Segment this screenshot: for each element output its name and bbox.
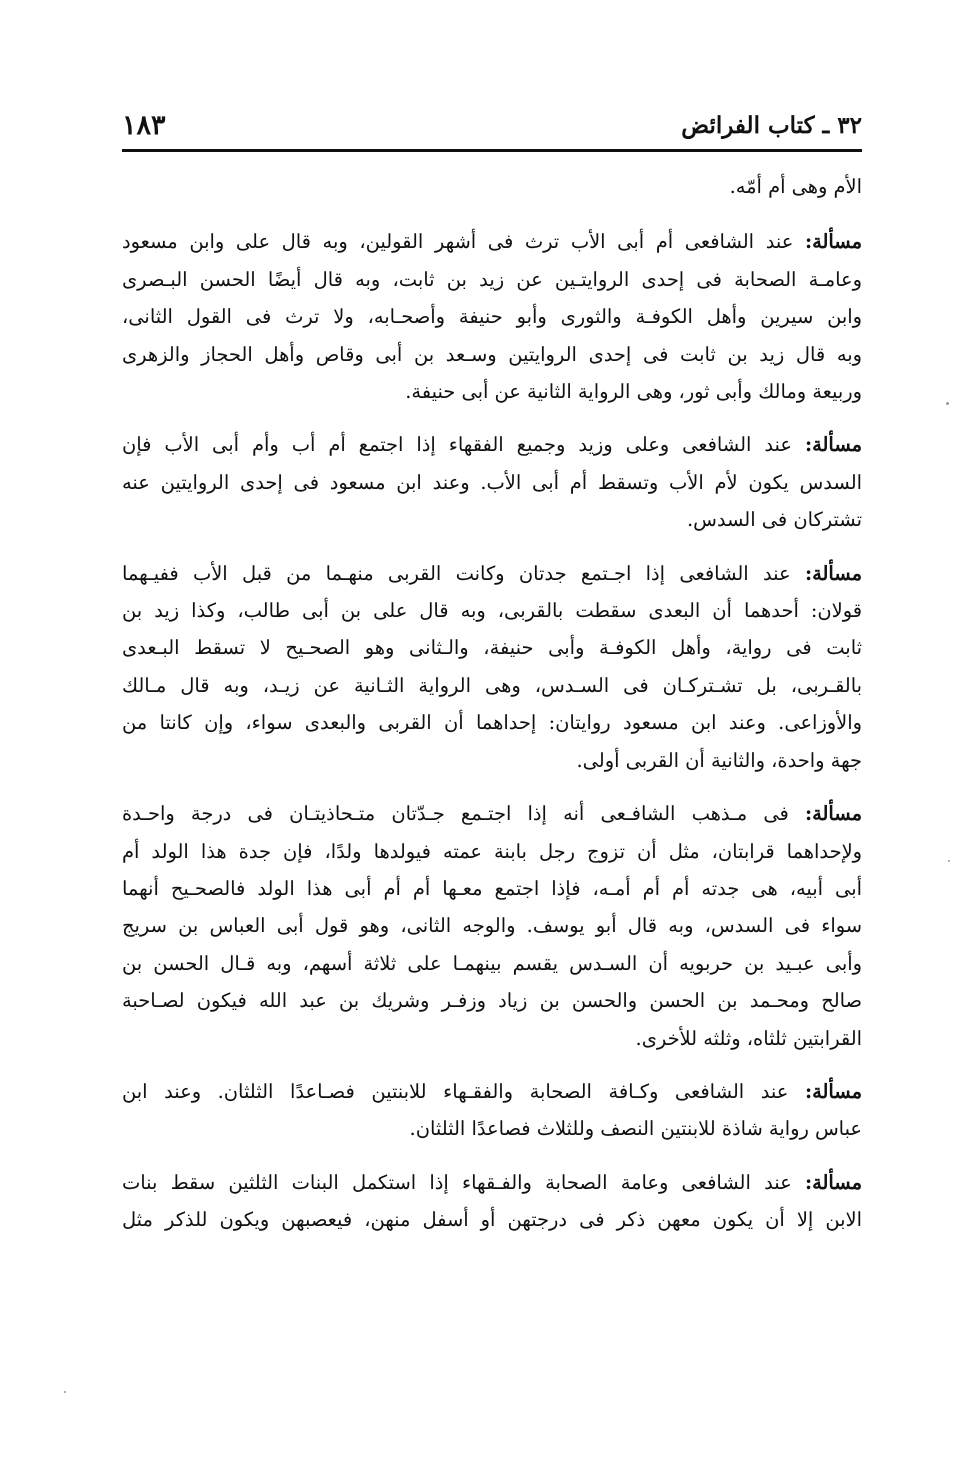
text-line: ولإحداهما قرابتان، مثل أن تزوج رجل بابنة عمته فيولدها ولدًا، فإن جدة هذا الولد أم bbox=[122, 839, 862, 863]
scan-speck bbox=[948, 860, 950, 862]
header-divider bbox=[122, 149, 862, 152]
masala-label: مسألة: bbox=[804, 230, 862, 254]
masala-paragraph-6 bbox=[122, 1164, 862, 1239]
text-line bbox=[122, 555, 862, 592]
text-line: القرابتين ثلثاه، وثلثه للأخرى. bbox=[635, 1026, 862, 1050]
masala-paragraph-4 bbox=[122, 795, 862, 1057]
text-line: تشتركان فى السدس. bbox=[687, 508, 862, 532]
text-line: وأبى عبـيد بن حربويه أن السـدس يقسم بينهمـا على ثلاثة أسهم، وبه قـال الحسن بن bbox=[122, 951, 862, 975]
line-text: فى مـذهب الشافـعى أنه إذا اجتـمع جـدّتان متـحاذيتـان فى درجة واحـدة bbox=[122, 802, 789, 826]
text-line: عباس رواية شاذة للابنتين النصف وللثلاث فصاعدًا الثلثان. bbox=[409, 1117, 862, 1141]
text-line: وربيعة ومالك وأبى ثور، وهى الرواية الثانية عن أبى حنيفة. bbox=[405, 380, 862, 404]
text-line: جهة واحدة، والثانية أن القربى أولى. bbox=[576, 748, 862, 772]
masala-paragraph-2 bbox=[122, 426, 862, 538]
masala-label: مسألة: bbox=[804, 561, 862, 585]
page-header bbox=[122, 108, 862, 148]
page-number: ١٨٣ bbox=[122, 110, 166, 141]
masala-label: مسألة: bbox=[804, 433, 862, 457]
chapter-title: ٣٢ ـ كتاب الفرائض bbox=[681, 112, 862, 139]
text-line: قولان: أحدهما أن البعدى سقطت بالقربى، وبه قال على بن أبى طالب، وكذا زيد بن bbox=[122, 599, 862, 623]
line-text: عند الشافعى وعامة الصحابة والفـقهاء إذا استكمل البنات الثلثين سقط بنات bbox=[122, 1170, 792, 1194]
masala-label: مسألة: bbox=[804, 1170, 862, 1194]
text-line: والأوزاعى. وعند ابن مسعود روايتان: إحداهما أن القربى والبعدى سواء، وإن كانتا من bbox=[122, 711, 862, 735]
text-line bbox=[122, 1073, 862, 1110]
text-line bbox=[122, 426, 862, 463]
line-text: عند الشافعى وعلى وزيد وجميع الفقهاء إذا اجتمع أم أب وأم أبى الأب فإن bbox=[122, 433, 792, 457]
text-line: وابن سيرين وأهل الكوفـة والثورى وأبو حنيفة وأصحـابه، ولا ترث فى القول الثانى، bbox=[122, 305, 862, 329]
scan-speck bbox=[946, 402, 949, 405]
masala-paragraph-1 bbox=[122, 223, 862, 410]
text-line: سواء فى السدس، وبه قال أبو يوسف. والوجه الثانى، وهو قول أبى العباس بن سريج bbox=[122, 914, 862, 938]
masala-paragraph-3 bbox=[122, 555, 862, 779]
text-line: الابن إلا أن يكون معهن ذكر فى درجتهن أو أسفل منهن، فيعصبهن ويكون للذكر مثل bbox=[122, 1208, 862, 1232]
line-text: عند الشافعى وكـافة الصحابة والفقـهاء للابنتين فصـاعدًا الثلثان. وعند ابن bbox=[122, 1079, 789, 1103]
text-line bbox=[122, 1164, 862, 1201]
masala-paragraph-5 bbox=[122, 1073, 862, 1148]
line-text: عند الشافعى إذا اجـتمع جدتان وكانت القربى منهـما من قبل الأب ففيـهما bbox=[122, 561, 791, 585]
text-line: وبه قال زيد بن ثابت فى إحدى الروايتين وسـعد بن أبى وقاص وأهل الحجاز والزهرى bbox=[122, 342, 862, 366]
continuation-paragraph bbox=[122, 168, 862, 205]
page-body bbox=[122, 168, 862, 1255]
scan-speck bbox=[64, 1391, 66, 1393]
masala-label: مسألة: bbox=[804, 1079, 862, 1103]
text-line: الأم وهى أم أمّه. bbox=[729, 175, 862, 198]
line-text: عند الشافعى أم أبى الأب ترث فى أشهر القولين، وبه قال على وابن مسعود bbox=[122, 230, 794, 254]
text-line: السدس يكون لأم الأب وتسقط أم أبى الأب. وعند ابن مسعود فى إحدى الروايتين عنه bbox=[122, 470, 862, 494]
text-line: بالقـربى، بل تشـتركـان فى السـدس، وهى الرواية الثـانية عن زيـد، وبه قال مـالك bbox=[122, 673, 862, 697]
masala-label: مسألة: bbox=[804, 802, 862, 826]
text-line: صالح ومحـمد بن الحسن والحسن بن زياد وزفـر وشريك بن عبد الله فيكون لصـاحبة bbox=[122, 989, 862, 1013]
text-line bbox=[122, 795, 862, 832]
text-line bbox=[122, 223, 862, 260]
text-line: ثابت فى رواية، وأهل الكوفـة وأبى حنيفة، والـثانى وهو الصحـيح لا تسقط البـعدى bbox=[122, 636, 862, 660]
text-line: أبى أبيه، هى جدته أم أم أمـه، فإذا اجتمع معـها أم أم أبى هذا الولد فالصحـيح أنهما bbox=[122, 876, 862, 900]
text-line: وعامـة الصحابة فى إحدى الروايتـين عن زيد بن ثابت، وبه قال أيضًا الحسن البـصرى bbox=[122, 267, 862, 291]
